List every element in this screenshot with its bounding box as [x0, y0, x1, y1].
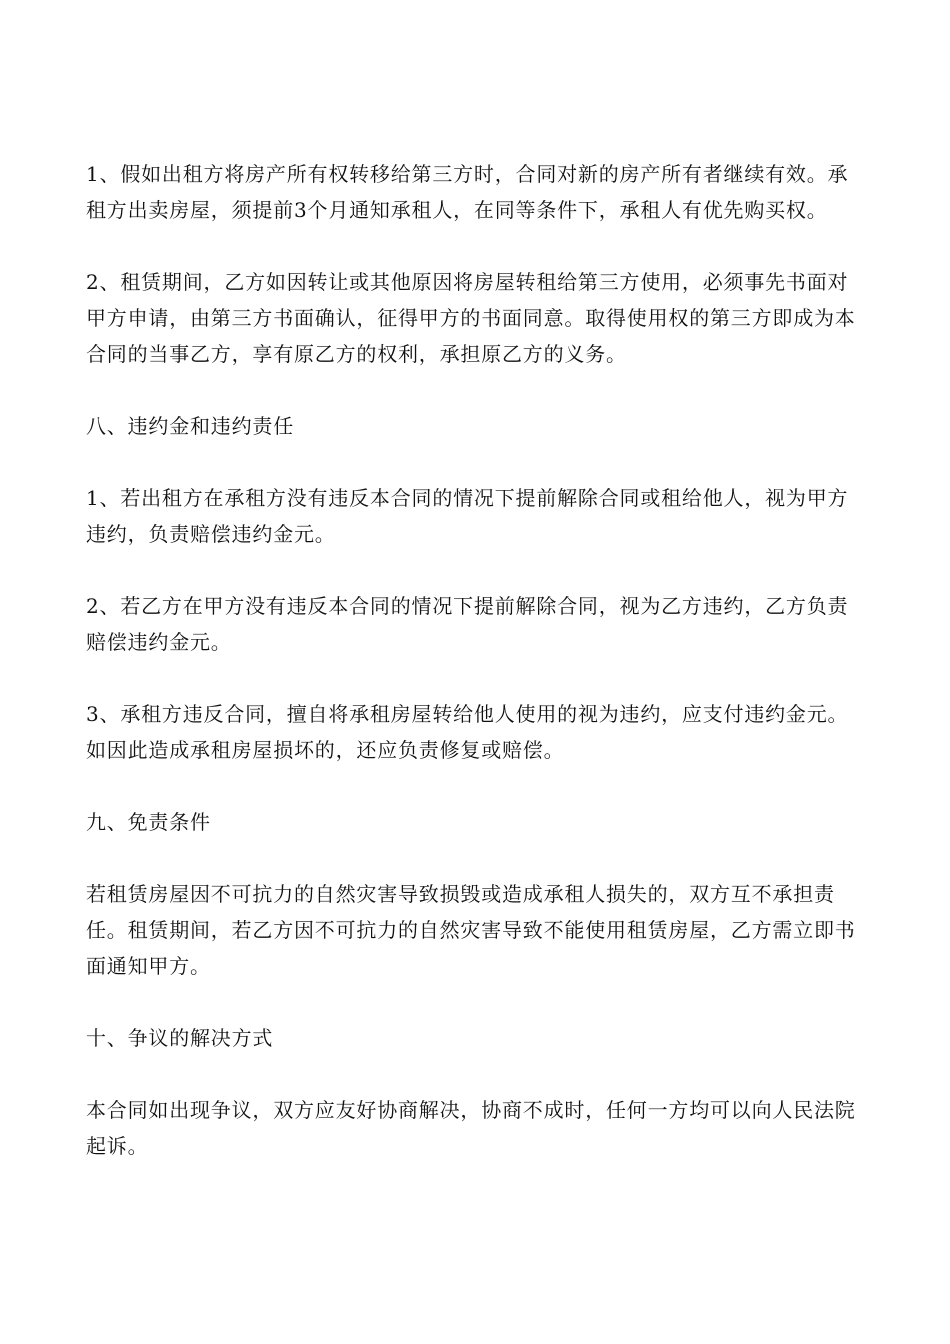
section-heading: 八、违约金和违约责任	[86, 414, 294, 438]
clause-paragraph: 本合同如出现争议，双方应友好协商解决，协商不成时，任何一方均可以向人民法院起诉。	[86, 1098, 856, 1158]
clause-paragraph: 2、若乙方在甲方没有违反本合同的情况下提前解除合同，视为乙方违约，乙方负责赔偿违约金元。	[86, 594, 849, 654]
document-body	[86, 156, 868, 1200]
clause-paragraph: 2、租赁期间，乙方如因转让或其他原因将房屋转租给第三方使用，必须事先书面对甲方申请，由第三方书面确认，征得甲方的书面同意。取得使用权的第三方即成为本合同的当事乙方，享有原乙方的权利，承担原乙方的义务。	[86, 270, 856, 366]
section-heading: 十、争议的解决方式	[86, 1026, 274, 1050]
clause-paragraph: 1、假如出租方将房产所有权转移给第三方时，合同对新的房产所有者继续有效。承租方出卖房屋，须提前3个月通知承租人，在同等条件下，承租人有优先购买权。	[86, 162, 849, 222]
section-heading: 九、免责条件	[86, 810, 211, 834]
clause-paragraph: 3、承租方违反合同，擅自将承租房屋转给他人使用的视为违约，应支付违约金元。如因此造成承租房屋损坏的，还应负责修复或赔偿。	[86, 702, 849, 762]
clause-paragraph: 若租赁房屋因不可抗力的自然灾害导致损毁或造成承租人损失的，双方互不承担责任。租赁期间，若乙方因不可抗力的自然灾害导致不能使用租赁房屋，乙方需立即书面通知甲方。	[86, 882, 856, 978]
clause-paragraph: 1、若出租方在承租方没有违反本合同的情况下提前解除合同或租给他人，视为甲方违约，负责赔偿违约金元。	[86, 486, 849, 546]
